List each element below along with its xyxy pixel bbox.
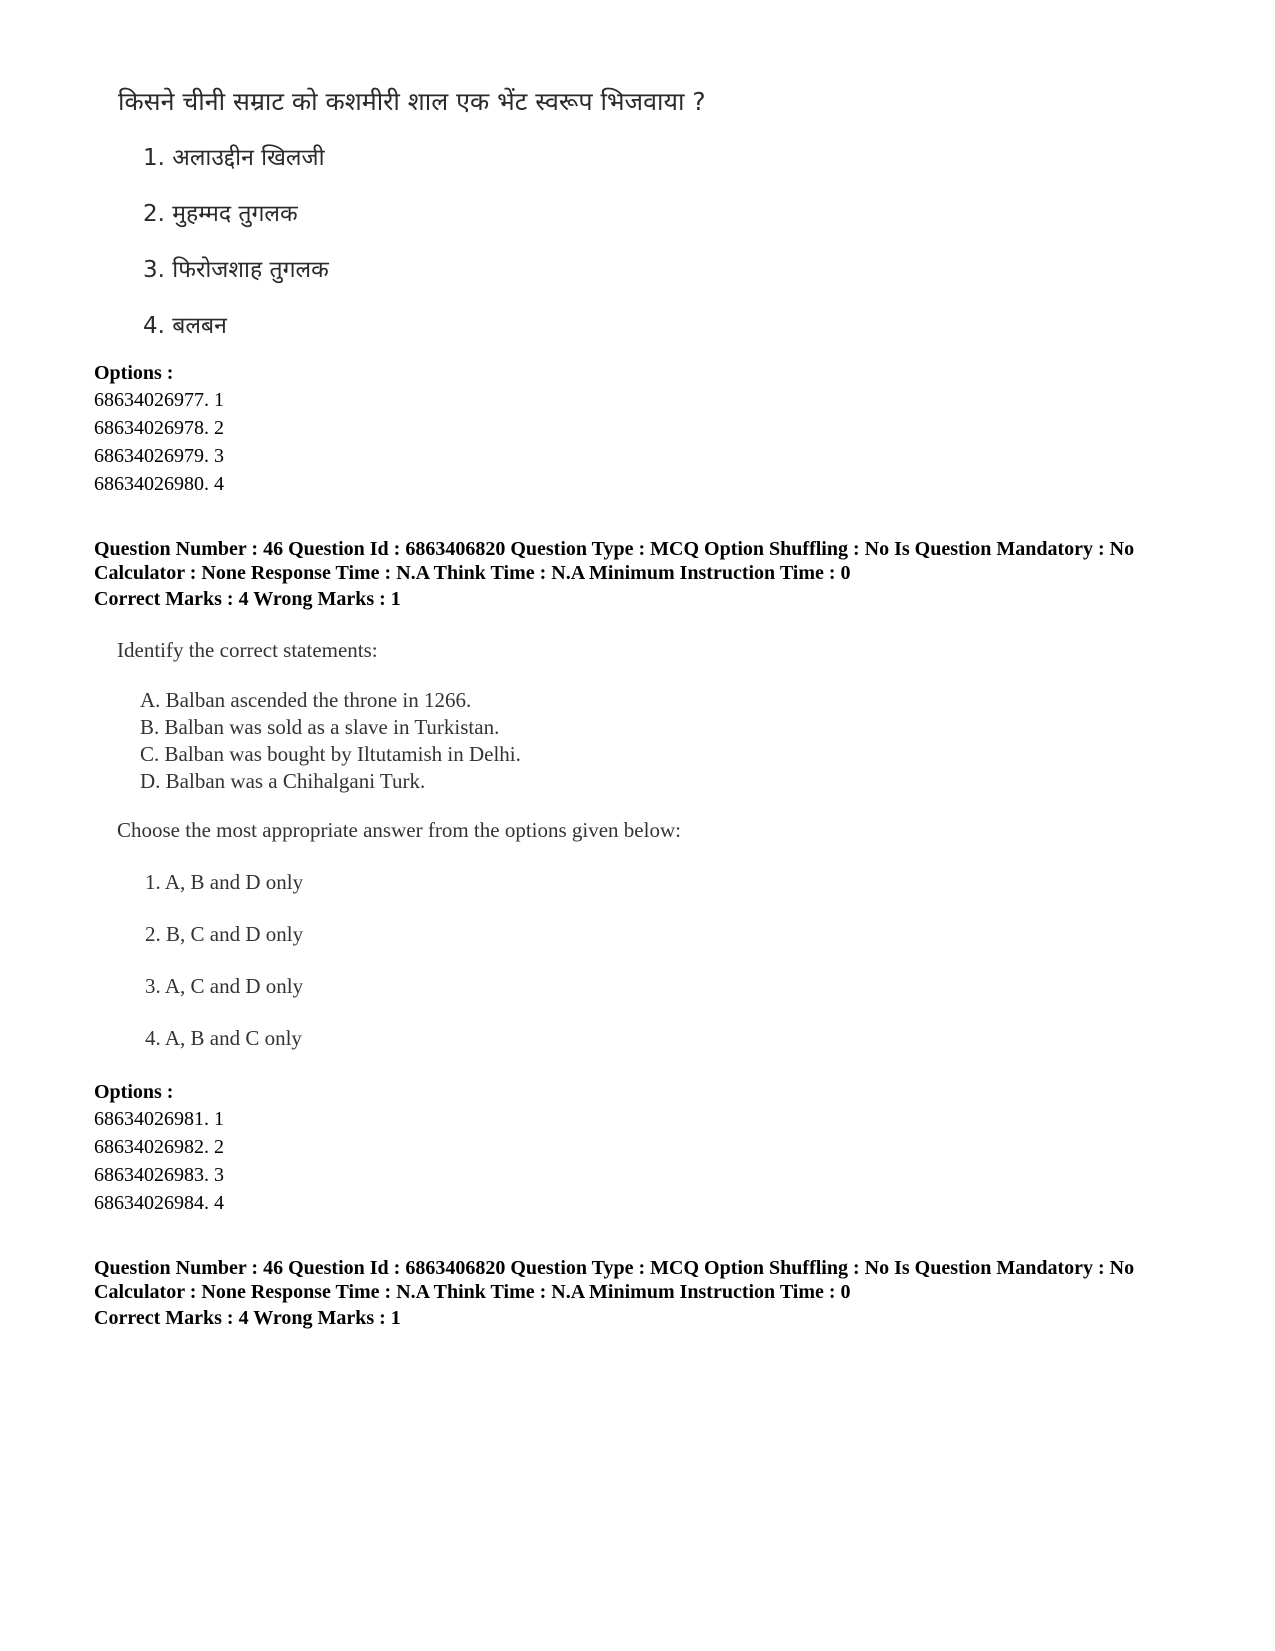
choice-3: 3. फिरोजशाह तुगलक bbox=[143, 257, 329, 283]
statement-b: B. Balban was sold as a slave in Turkistan. bbox=[140, 715, 500, 739]
option-id-3: 68634026979. 3 bbox=[94, 445, 224, 467]
options-label: Options : bbox=[94, 362, 174, 384]
marks-info: Correct Marks : 4 Wrong Marks : 1 bbox=[94, 588, 401, 610]
choice-4: 4. A, B and C only bbox=[145, 1026, 302, 1050]
question-text-hindi: किसने चीनी सम्राट को कशमीरी शाल एक भेंट स्वरूप भिजवाया ? bbox=[118, 87, 706, 116]
question-meta: Question Number : 46 Question Id : 6863406820 Question Type : MCQ Option Shuffling : No Is Question Mandatory : No Calculator : None Response Time : N.A Think Time : N.A Minimum Instruction Time : 0 bbox=[94, 1257, 1135, 1303]
choice-2: 2. मुहम्मद तुगलक bbox=[143, 201, 298, 227]
statement-a: A. Balban ascended the throne in 1266. bbox=[140, 688, 472, 712]
option-id-1: 68634026981. 1 bbox=[94, 1108, 224, 1130]
choice-3: 3. A, C and D only bbox=[145, 974, 304, 998]
marks-info: Correct Marks : 4 Wrong Marks : 1 bbox=[94, 1307, 401, 1329]
option-id-2: 68634026982. 2 bbox=[94, 1136, 224, 1158]
statement-d: D. Balban was a Chihalgani Turk. bbox=[140, 769, 426, 793]
option-id-4: 68634026984. 4 bbox=[94, 1192, 224, 1214]
choice-1: 1. A, B and D only bbox=[145, 870, 304, 894]
choice-1: 1. अलाउद्दीन खिलजी bbox=[143, 145, 325, 171]
option-id-3: 68634026983. 3 bbox=[94, 1164, 224, 1186]
option-id-1: 68634026977. 1 bbox=[94, 389, 224, 411]
question-meta: Question Number : 46 Question Id : 6863406820 Question Type : MCQ Option Shuffling : No Is Question Mandatory : No Calculator : None Response Time : N.A Think Time : N.A Minimum Instruction Time : 0 bbox=[94, 538, 1135, 584]
instruction-text: Choose the most appropriate answer from the options given below: bbox=[117, 818, 681, 842]
option-id-2: 68634026978. 2 bbox=[94, 417, 224, 439]
choice-2: 2. B, C and D only bbox=[145, 922, 304, 946]
question-text: Identify the correct statements: bbox=[117, 638, 378, 662]
option-id-4: 68634026980. 4 bbox=[94, 473, 224, 495]
options-label: Options : bbox=[94, 1081, 174, 1103]
statement-c: C. Balban was bought by Iltutamish in Delhi. bbox=[140, 742, 521, 766]
choice-4: 4. बलबन bbox=[143, 313, 227, 339]
